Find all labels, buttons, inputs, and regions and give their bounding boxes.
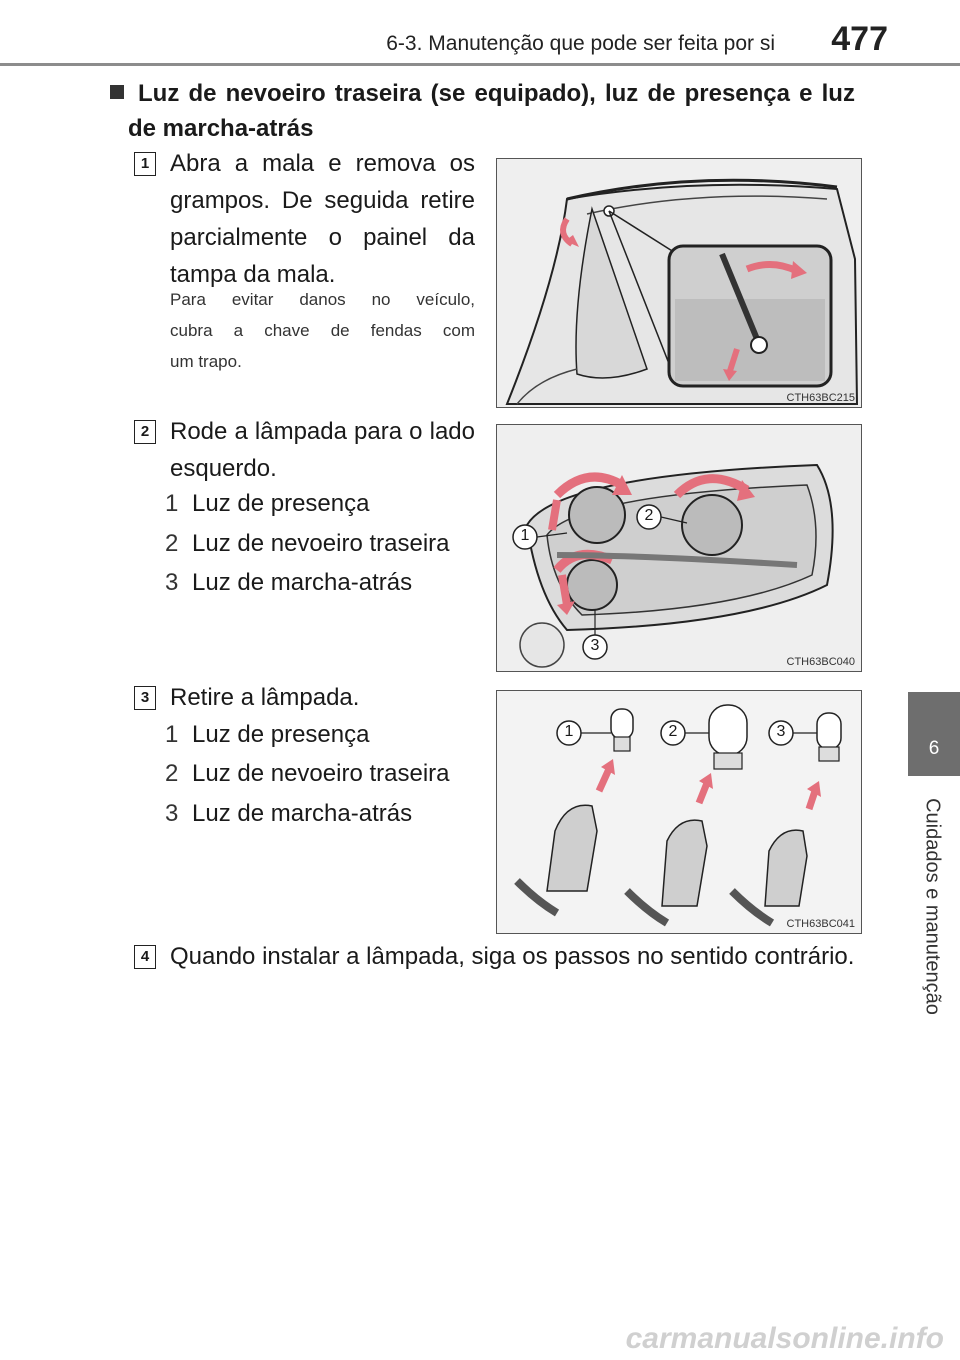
- text-line: esquerdo.: [170, 455, 277, 482]
- list-item: [165, 566, 412, 600]
- chapter-tab: [908, 692, 960, 776]
- callout-label: 1: [520, 527, 530, 544]
- section-title: 6-3. Manutenção que pode ser feita por si: [386, 32, 775, 55]
- figure-code: CTH63BC215: [786, 392, 855, 404]
- list-item: [165, 527, 449, 561]
- step-1-note: [170, 284, 475, 377]
- bulb-socket-drawing: [497, 425, 861, 671]
- list-item: [165, 718, 369, 752]
- chapter-side-label: [908, 790, 960, 1020]
- text-line: Retire a lâmpada.: [170, 684, 360, 711]
- list-item: [165, 757, 449, 791]
- item-label: Luz de nevoeiro traseira: [192, 760, 450, 787]
- heading-word: luz: [821, 80, 855, 107]
- text-line: Rode a lâmpada para o lado: [170, 418, 475, 445]
- item-number: 1: [165, 721, 179, 748]
- chapter-number: 6: [928, 738, 940, 759]
- watermark: carmanualsonline.info: [625, 1322, 944, 1355]
- note-line: Para evitar danos no veículo,: [170, 290, 475, 309]
- callout-label: 2: [668, 723, 678, 740]
- heading-word: nevoeiro: [225, 80, 326, 107]
- text-line: Quando instalar a lâmpada, siga os passos no sentido contrário.: [170, 943, 855, 970]
- list-item: [165, 797, 412, 831]
- trunk-lid-drawing: [497, 159, 861, 407]
- heading-word: equipado),: [474, 80, 596, 107]
- step-4-text: [170, 938, 870, 975]
- heading-line-1: [110, 76, 855, 111]
- item-label: Luz de nevoeiro traseira: [192, 530, 450, 557]
- step-1-text: [170, 145, 475, 293]
- item-number: 3: [165, 800, 179, 827]
- heading-word: presença: [684, 80, 790, 107]
- chapter-title: Cuidados e manutenção: [921, 798, 944, 1015]
- step-number-badge: 2: [134, 420, 156, 444]
- figure-code: CTH63BC040: [786, 656, 855, 668]
- page-header: [0, 0, 960, 66]
- item-number: 2: [165, 760, 179, 787]
- heading-first-word-wrap: [110, 76, 179, 111]
- callout-label: 3: [776, 723, 786, 740]
- heading-word: de: [188, 80, 217, 107]
- text-line: Abra a mala e remova os: [170, 150, 475, 177]
- heading-word: (se: [430, 80, 466, 107]
- step-2-text: [170, 413, 475, 487]
- item-number: 2: [165, 530, 179, 557]
- item-number: 3: [165, 569, 179, 596]
- step-number-badge: 1: [134, 152, 156, 176]
- heading-word: e: [799, 80, 813, 107]
- text-line: parcialmente o painel da: [170, 224, 475, 251]
- section-heading: [110, 76, 855, 146]
- heading-word: traseira: [334, 80, 422, 107]
- header-rule: [0, 63, 960, 66]
- trunk-lid-illustration: [496, 158, 862, 408]
- page-number: 477: [831, 20, 888, 58]
- item-number: 1: [165, 490, 179, 517]
- item-label: Luz de presença: [192, 490, 370, 517]
- heading-bullet-square-icon: [110, 85, 124, 99]
- heading-word: Luz: [138, 80, 180, 107]
- figure-code: CTH63BC041: [786, 918, 855, 930]
- note-line: um trapo.: [170, 352, 242, 371]
- list-item: [165, 487, 369, 521]
- item-label: Luz de marcha-atrás: [192, 800, 413, 827]
- step-3-text: [170, 679, 475, 716]
- note-line: cubra a chave de fendas com: [170, 321, 475, 340]
- item-label: Luz de marcha-atrás: [192, 569, 413, 596]
- step-number-badge: 3: [134, 686, 156, 710]
- heading-line-2: de marcha-atrás: [128, 115, 314, 142]
- step-number-badge: 4: [134, 945, 156, 969]
- item-label: Luz de presença: [192, 721, 370, 748]
- heading-word: luz: [604, 80, 639, 107]
- callout-label: 3: [590, 637, 600, 654]
- callout-label: 1: [564, 723, 574, 740]
- text-line: tampa da mala.: [170, 261, 336, 288]
- heading-word: de: [647, 80, 676, 107]
- bulb-removal-illustration: [496, 690, 862, 934]
- text-line: grampos. De seguida retire: [170, 187, 475, 214]
- callout-label: 2: [644, 507, 654, 524]
- bulb-socket-illustration: [496, 424, 862, 672]
